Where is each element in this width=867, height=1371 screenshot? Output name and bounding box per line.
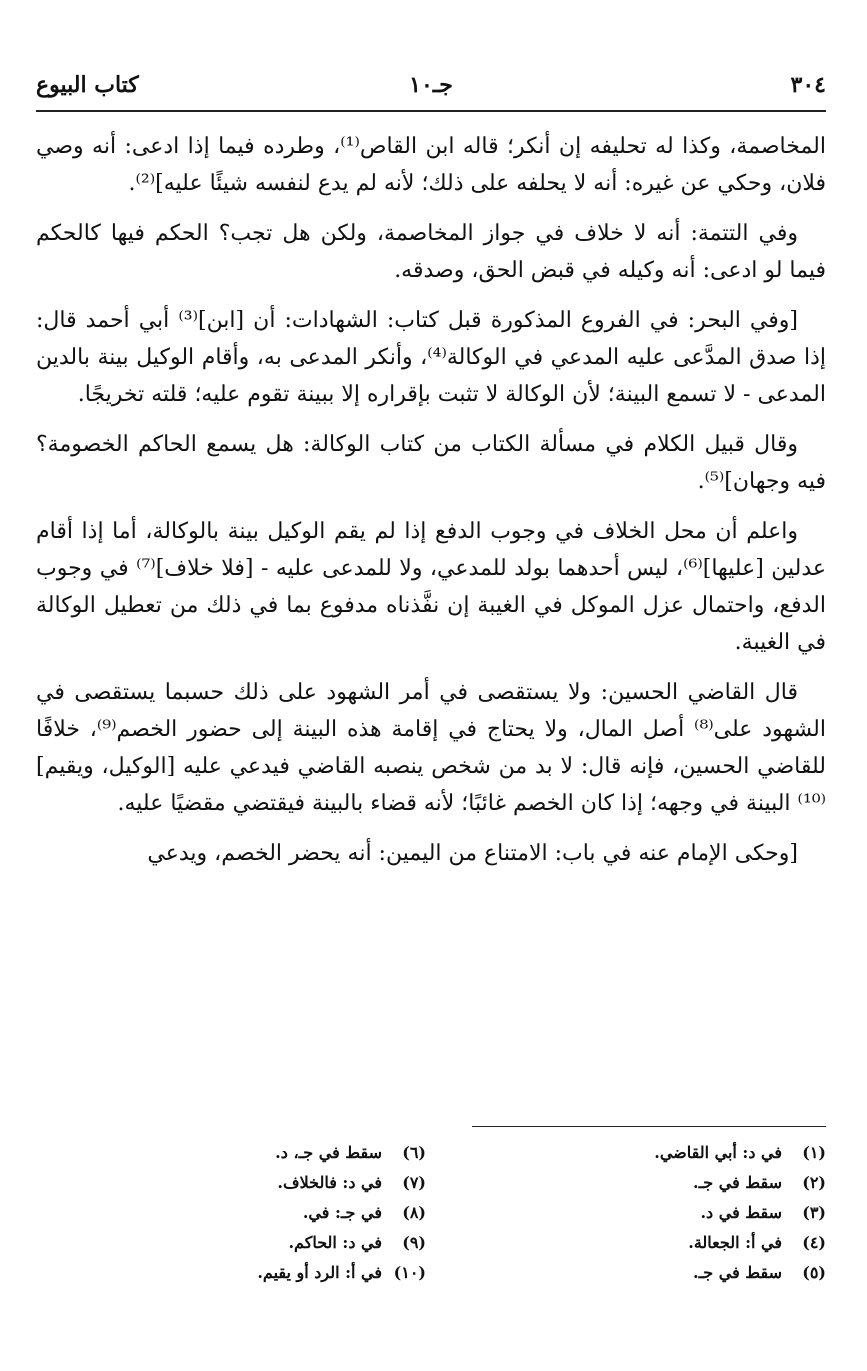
paragraph: واعلم أن محل الخلاف في وجوب الدفع إذا لم يقم الوكيل بينة بالوكالة، أما إذا أقام عدلين [عليها]⁽⁶⁾، ليس أحدهما بولد للمدعي، ولا للمدعى عليه - [فلا خلاف]⁽⁷⁾ في وجوب الدفع، واحتمال عزل الموكل في الغيبة إن نفَّذناه مدفوع بما في ذلك من تعطيل الوكالة في الغيبة.: [36, 519, 827, 655]
footnote: [46, 1258, 426, 1288]
footnote-text: في د: الحاكم.: [288, 1233, 382, 1252]
footnote: [46, 1198, 426, 1228]
footnote-text: في د: فالخلاف.: [277, 1173, 382, 1192]
footnote-number: (٣): [802, 1203, 826, 1222]
footnote: [446, 1198, 826, 1228]
page-number: ٣٠٤: [790, 72, 826, 98]
paragraph: وقال قبيل الكلام في مسألة الكتاب من كتاب الوكالة: هل يسمع الحاكم الخصومة؟ فيه وجهان]⁽⁵⁾.: [36, 432, 826, 494]
main-text: [36, 128, 826, 885]
volume-label: جـ١٠: [409, 72, 453, 98]
footnote-column-right: [446, 1138, 826, 1288]
footnote-number: (١٠): [393, 1263, 426, 1282]
footnote-number: (٨): [402, 1203, 426, 1222]
footnote: [446, 1228, 826, 1258]
footnote-text: سقط في جـ، د.: [275, 1143, 382, 1162]
footnote-number: (٤): [802, 1233, 826, 1252]
footnote: [446, 1138, 826, 1168]
footnote: [446, 1258, 826, 1288]
paragraph: وفي التتمة: أنه لا خلاف في جواز المخاصمة، ولكن هل تجب؟ الحكم فيها كالحكم فيما لو ادعى: أنه وكيله في قبض الحق، وصدقه.: [36, 221, 826, 283]
footnote-text: في أ: الجعالة.: [688, 1233, 782, 1252]
footnote-text: سقط في د.: [700, 1203, 782, 1222]
footnote-text: سقط في جـ.: [693, 1263, 782, 1282]
footnote-number: (٧): [402, 1173, 426, 1192]
footnote-number: (١): [802, 1143, 826, 1162]
paragraph: المخاصمة، وكذا له تحليفه إن أنكر؛ قاله ابن القاص⁽¹⁾، وطرده فيما إذا ادعى: أنه وصي فلان، وحكي عن غيره: أنه لا يحلفه على ذلك؛ لأنه لم يدع لنفسه شيئًا عليه]⁽²⁾.: [36, 134, 826, 196]
header-divider: [36, 110, 826, 112]
footnote-text: في جـ: في.: [302, 1203, 382, 1222]
footnote-divider: [472, 1126, 826, 1127]
running-header: [36, 70, 826, 104]
footnote-text: في أ: الرد أو يقيم.: [257, 1263, 382, 1282]
footnote-text: سقط في جـ.: [693, 1173, 782, 1192]
book-title: كتاب البيوع: [36, 72, 139, 98]
footnote: [46, 1138, 426, 1168]
footnote-column-left: [46, 1138, 426, 1288]
paragraph: قال القاضي الحسين: ولا يستقصى في أمر الشهود على ذلك حسبما يستقصى في الشهود على⁽⁸⁾ أصل المال، ولا يحتاج في إقامة هذه البينة إلى حضور الخصم⁽⁹⁾، خلافًا للقاضي الحسين، فإنه قال: لا بد من شخص ينصبه القاضي فيدعي عليه [الوكيل، ويقيم]⁽¹⁰⁾ البينة في وجهه؛ إذا كان الخصم غائبًا؛ لأنه قضاء بالبينة فيقتضي مقضيًا عليه.: [36, 680, 826, 816]
footnote-text: في د: أبي القاضي.: [654, 1143, 782, 1162]
footnote-number: (٩): [402, 1233, 426, 1252]
footnote: [446, 1168, 826, 1198]
footnote-number: (٦): [402, 1143, 426, 1162]
footnote: [46, 1168, 426, 1198]
paragraph: [وحكى الإمام عنه في باب: الامتناع من اليمين: أنه يحضر الخصم، ويدعي: [147, 841, 798, 866]
footnote-number: (٥): [802, 1263, 826, 1282]
footnote: [46, 1228, 426, 1258]
paragraph: [وفي البحر: في الفروع المذكورة قبل كتاب: الشهادات: أن [ابن]⁽³⁾ أبي أحمد قال: إذا صدق المدَّعى عليه المدعي في الوكالة⁽⁴⁾، وأنكر المدعى به، وأقام الوكيل بينة بالدين المدعى - لا تسمع البينة؛ لأن الوكالة لا تثبت بإقراره إلا ببينة تقوم عليه؛ قلته تخريجًا.: [36, 308, 827, 407]
footnote-number: (٢): [802, 1173, 826, 1192]
